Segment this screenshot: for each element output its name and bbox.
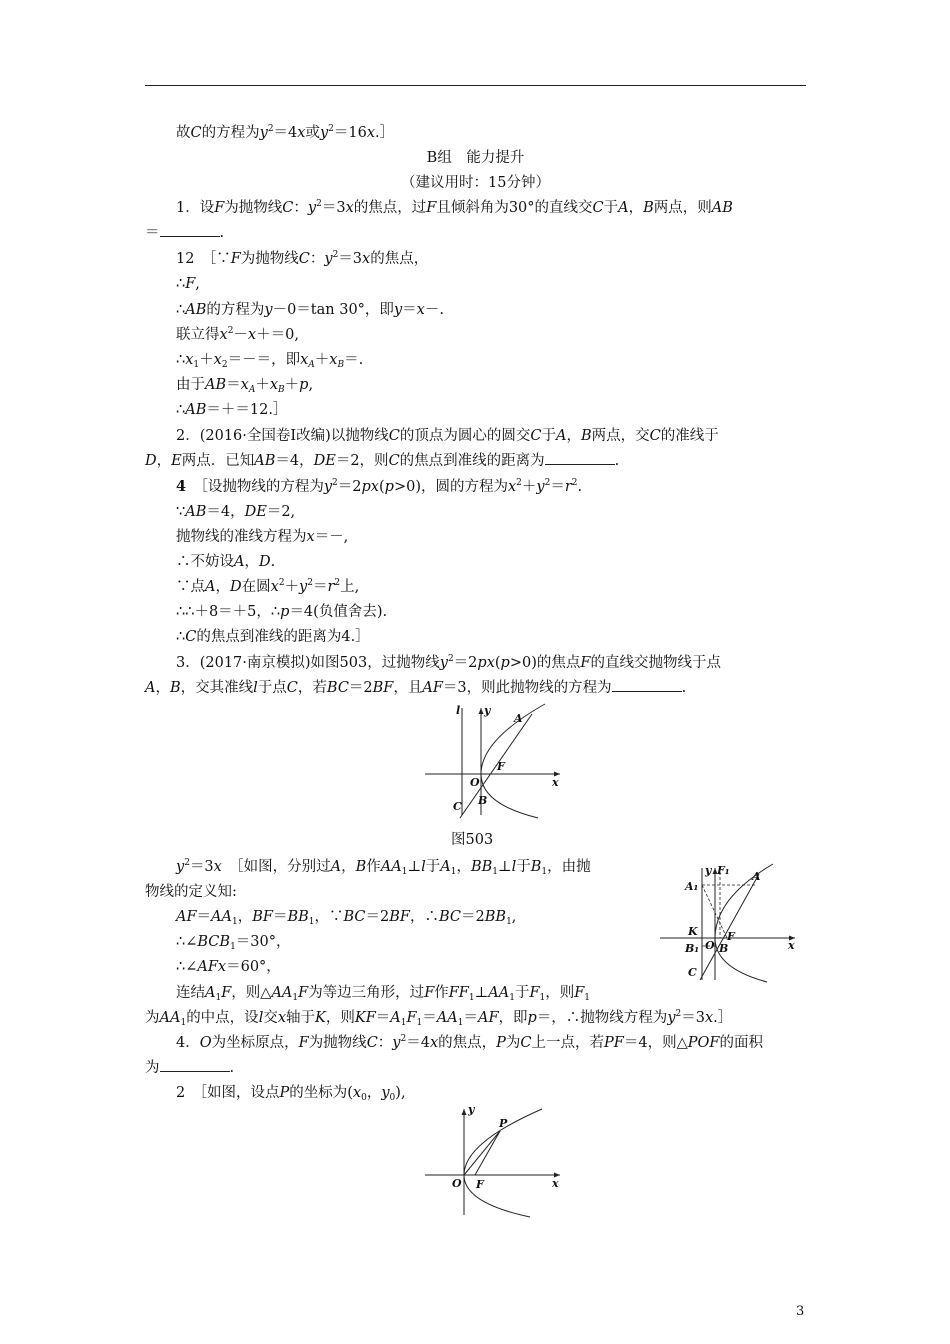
question-1-blank: ＝ . bbox=[145, 225, 225, 241]
fig-side-label: B bbox=[719, 942, 729, 955]
fig-side-label: K bbox=[688, 925, 698, 938]
answer-line: 为$AA_1$的中点，设l交x轴于K，则$KF=A_1F_1=AA_1=AF$，即p＝，∴抛物线方程为$y^2=3x.]$ bbox=[145, 1009, 733, 1028]
question-4-line2: 为 . bbox=[145, 1060, 235, 1076]
question-1: 1．设F为抛物线C：$y^2=3x$的焦点，过F且倾斜角为30°的直线交C于A，B两点，则AB bbox=[176, 199, 733, 216]
page-number: 3 bbox=[796, 1304, 805, 1319]
answer-line: 12 ［∵F为抛物线C：$y^2=3x$的焦点， bbox=[176, 250, 429, 267]
fig503-label: x bbox=[552, 776, 559, 789]
answer-line: ∵AB＝4，DE＝2, bbox=[176, 504, 296, 520]
answer-line: 由于$AB=x_A+x_B+p$, bbox=[176, 377, 314, 395]
answer-line: 4 ［设抛物线的方程为$y^2=2px(p>0)$，圆的方程为$x^2+y^2=r^2$. bbox=[176, 478, 583, 495]
answer-line: 联立得$x^2-x+=0$, bbox=[176, 326, 299, 343]
text-line: 故C的方程为$y^2=4x$或$y^2=16x.]$ bbox=[176, 124, 395, 141]
fig503-label: O bbox=[470, 776, 480, 789]
answer-line: ∴AB的方程为y－0＝tan 30°，即y＝x－. bbox=[176, 302, 444, 318]
answer-line: ∴AB＝＋＝12.］ bbox=[176, 402, 288, 418]
figure-503-caption: 图503 bbox=[451, 832, 494, 848]
fig4-label: O bbox=[452, 1177, 462, 1190]
answer-line: 抛物线的准线方程为x＝－, bbox=[176, 529, 349, 545]
fig-side-label: A₁ bbox=[685, 880, 699, 893]
answer-line: ∵点A，D在圆$x^2+y^2=r^2$上, bbox=[176, 578, 360, 595]
fig-side-label: F₁ bbox=[717, 864, 730, 877]
answer-line: $\therefore\angle BCB_1=30^\circ$， bbox=[176, 934, 291, 952]
question-3-line2: A，B，交其准线l于点C，若BC＝2BF，且AF＝3，则此抛物线的方程为 . bbox=[145, 680, 687, 696]
fig-side-label: y bbox=[705, 864, 712, 877]
section-title: B组 能力提升 bbox=[426, 150, 525, 166]
figure-503 bbox=[420, 700, 570, 820]
answer-line: 2 ［如图，设点P的坐标为($x_0$，$y_0$), bbox=[176, 1085, 406, 1103]
question-3: 3．(2017·南京模拟)如图503，过抛物线$y^2=2px(p>0)$的焦点F的直线交抛物线于点 bbox=[176, 654, 721, 671]
header-rule bbox=[145, 85, 806, 86]
fig-side-label: x bbox=[788, 939, 795, 952]
fig4-label: y bbox=[468, 1103, 475, 1116]
answer-line: ∴∠AFx＝60°， bbox=[176, 959, 281, 975]
question-2-line2: D，E两点．已知AB＝4，DE＝2，则C的焦点到准线的距离为 . bbox=[145, 453, 620, 469]
fig503-label: C bbox=[453, 800, 462, 813]
fig503-label: l bbox=[456, 704, 461, 717]
answer-line: $AF=AA_1$，$BF=BB_1$，∵BC＝2BF，$\therefore BC=2BB_1$, bbox=[176, 909, 517, 927]
fig-side-label: O bbox=[705, 939, 715, 952]
figure-4 bbox=[420, 1105, 570, 1220]
fig503-label: A bbox=[514, 712, 523, 725]
fig-side-label: B₁ bbox=[685, 942, 700, 955]
fig4-label: x bbox=[552, 1177, 559, 1190]
answer-line: $\therefore x_1+x_2=-=$，即$x_A+x_B=$. bbox=[176, 352, 364, 370]
figure-solution-3 bbox=[655, 860, 805, 985]
fig503-label: y bbox=[484, 704, 491, 717]
question-2: 2．(2016·全国卷Ⅰ改编)以抛物线C的顶点为圆心的圆交C于A，B两点，交C的准线于 bbox=[176, 428, 719, 444]
fig503-label: B bbox=[478, 794, 488, 807]
answer-line: ∴C的焦点到准线的距离为4.］ bbox=[176, 629, 370, 645]
fig4-label: F bbox=[476, 1178, 484, 1191]
answer-line: ∴不妨设A，D. bbox=[176, 554, 276, 570]
fig-side-label: F bbox=[727, 930, 735, 943]
answer-line: 物线的定义知: bbox=[145, 884, 237, 900]
section-time: （建议用时：15分钟） bbox=[401, 175, 550, 191]
fig4-label: P bbox=[499, 1117, 508, 1130]
answer-line: 连结$A_1F$，则$\triangle AA_1F$为等边三角形，过F作$FF_1\perp AA_1$于$F_1$，则$F_1$ bbox=[176, 985, 591, 1003]
answer-line: ∴F, bbox=[176, 276, 200, 292]
question-4: 4．O为坐标原点，F为抛物线C：$y^2=4x$的焦点，P为C上一点，若PF＝4，则△POF的面积 bbox=[176, 1034, 763, 1051]
answer-line: ∴∴＋8＝＋5，∴p＝4(负值舍去). bbox=[176, 604, 388, 620]
answer-line: $y^2=3x$ ［如图，分别过A，B作$AA_1\perp l$于$A_1$，$BB_1\perp l$于$B_1$，由抛 bbox=[176, 858, 591, 877]
fig-side-label: A bbox=[752, 870, 761, 883]
fig-side-label: C bbox=[688, 966, 697, 979]
fig503-label: F bbox=[497, 760, 505, 773]
